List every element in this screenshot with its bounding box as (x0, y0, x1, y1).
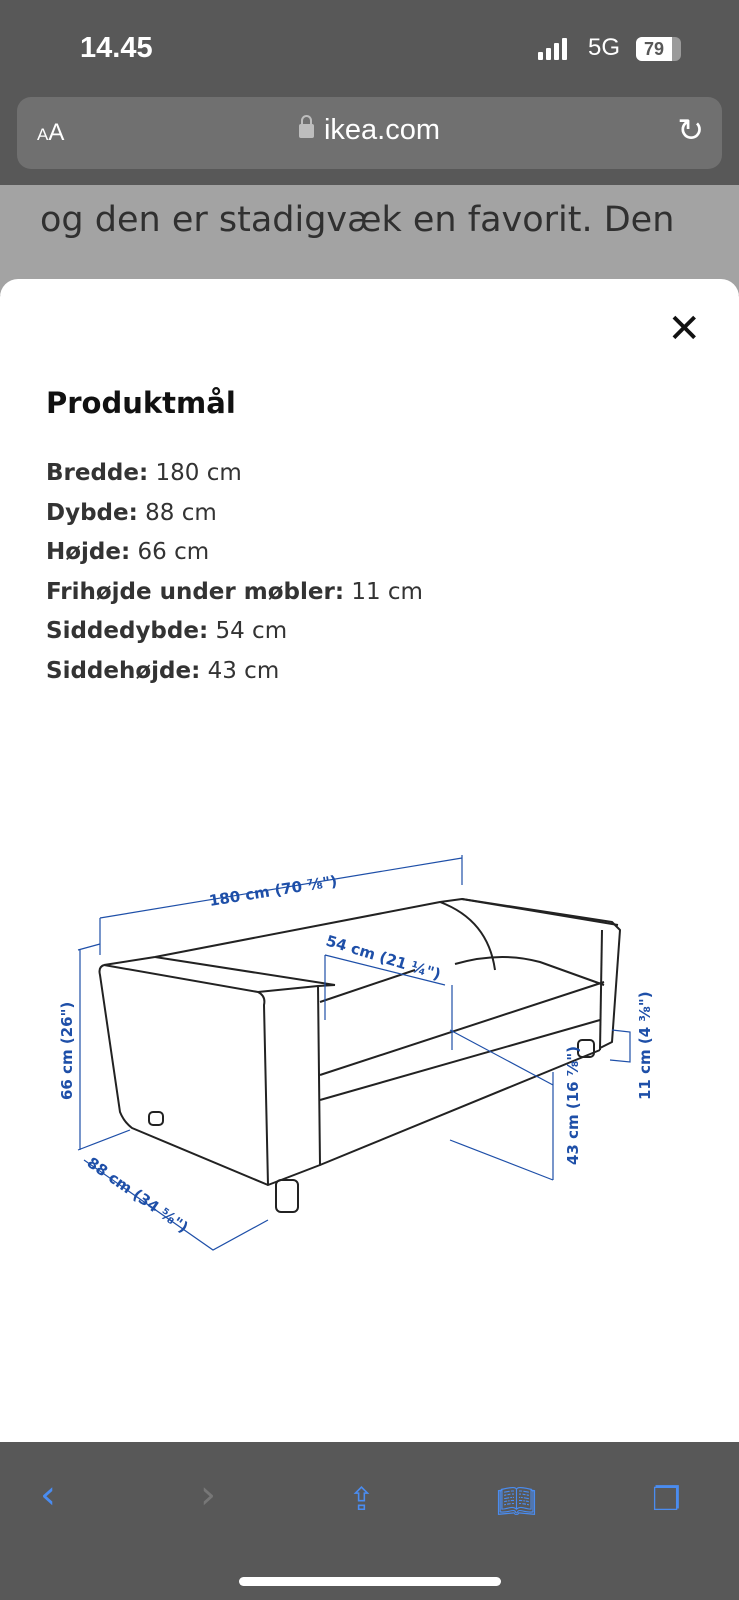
network-type: 5G (588, 34, 621, 61)
spec-label: Dybde: (46, 499, 138, 526)
seat-depth-label: 54 cm (21 ¼") (323, 931, 443, 984)
spec-value: 180 cm (155, 460, 242, 486)
spec-label: Siddehøjde: (46, 657, 201, 684)
spec-value: 54 cm (215, 618, 288, 644)
clock: 14.45 (80, 32, 153, 64)
url-text: ikea.com (323, 114, 441, 146)
dimension-lines (78, 855, 630, 1250)
spec-label: Højde: (46, 539, 131, 565)
battery-level: 79 (643, 39, 665, 59)
back-icon[interactable]: ‹ (40, 1472, 56, 1518)
seat-height-label: 43 cm (16 ⅞") (564, 1046, 582, 1165)
width-label: 180 cm (70 ⅞") (207, 871, 339, 910)
tabs-icon[interactable]: ❐ (652, 1480, 681, 1518)
spec-value: 11 cm (351, 578, 423, 605)
spec-label: Bredde: (46, 460, 149, 486)
home-indicator[interactable] (239, 1577, 501, 1586)
spec-label: Siddedybde: (46, 618, 209, 644)
background-page-text: og den er stadigvæk en favorit. Den (0, 185, 739, 295)
spec-label: Frihøjde under møbler: (46, 578, 345, 605)
reload-icon[interactable]: ↻ (677, 111, 704, 149)
text-size-button[interactable]: AA (37, 119, 65, 146)
bookmarks-icon[interactable]: 📖︎ (496, 1482, 537, 1520)
spec-value: 43 cm (207, 657, 280, 684)
spec-value: 66 cm (137, 539, 210, 565)
close-icon[interactable]: ✕ (667, 306, 701, 352)
modal-title: Produktmål (46, 386, 236, 420)
browser-toolbar (0, 1442, 739, 1600)
forward-icon[interactable]: › (200, 1472, 216, 1518)
share-icon[interactable]: ⇪ (348, 1480, 375, 1518)
height-label: 66 cm (26") (58, 1001, 76, 1100)
depth-label: 88 cm (34 ⅝") (83, 1153, 192, 1237)
spec-value: 88 cm (145, 499, 217, 526)
clearance-label: 11 cm (4 ⅜") (636, 991, 654, 1100)
